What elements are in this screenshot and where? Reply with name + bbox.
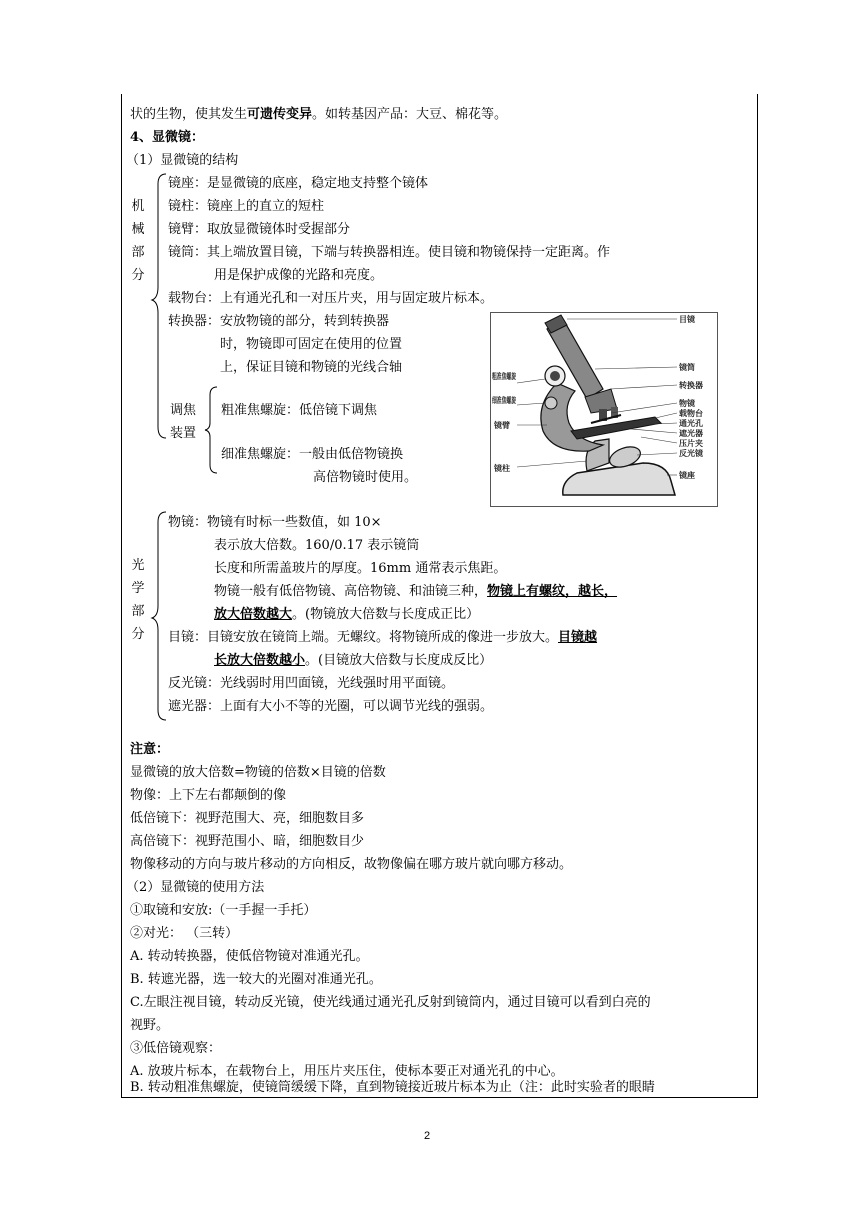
label-tube: 镜筒 <box>679 363 695 372</box>
text-line: B. 转遮光器，选一较大的光圈对准通光孔。 <box>130 972 382 987</box>
text-line: B. 转动粗准焦螺旋，使镜筒缓缓下降，直到物镜接近玻片标本为止（注：此时实验者的眼睛 <box>130 1080 655 1095</box>
label-fine-focus: 细准焦螺旋 <box>492 396 532 405</box>
text-line: 表示放大倍数。160/0.17 表示镜筒 <box>214 538 420 553</box>
text-line: 长放大倍数越小。(目镜放大倍数与长度成反比） <box>214 653 493 668</box>
subsection-heading: （2）显微镜的使用方法 <box>126 880 265 895</box>
text-line: ①取镜和安放:（一手握一手托） <box>130 903 317 918</box>
focus-label: 装置 <box>170 426 197 441</box>
text-line: 目镜：目镜安放在镜筒上端。无螺纹。将物镜所成的像进一步放大。目镜越 <box>168 630 598 645</box>
vertical-label-char: 光 <box>131 558 145 573</box>
text-line: 细准焦螺旋：一般由低倍物镜换 <box>221 447 404 462</box>
text-line: 镜筒：其上端放置目镜，下端与转换器相连。使目镜和物镜保持一定距离。作 <box>168 245 611 260</box>
text-line: ②对光： （三转） <box>130 926 239 941</box>
label-nosepiece: 转换器 <box>679 381 703 390</box>
vertical-label-char: 分 <box>131 268 145 283</box>
text-line: 载物台：上有通光孔和一对压片夹，用与固定玻片标本。 <box>168 291 494 306</box>
label-clip: 压片夹 <box>679 439 703 448</box>
text-line: A. 放玻片标本，在载物台上，用压片夹压住，使标本要正对通光孔的中心。 <box>130 1064 564 1079</box>
vertical-label-char: 分 <box>131 627 145 642</box>
text-line: 镜座：是显微镜的底座，稳定地支持整个镜体 <box>168 176 429 191</box>
label-mirror: 反光镜 <box>679 449 703 458</box>
page-number: 2 <box>424 1130 431 1142</box>
label-aperture: 通光孔 <box>679 419 703 428</box>
microscope-diagram <box>490 312 718 507</box>
text-line: 物镜：物镜有时标一些数值，如 10× <box>168 515 382 530</box>
text-line: A. 转动转换器，使低倍物镜对准通光孔。 <box>130 949 369 964</box>
text-line: 物像移动的方向与玻片移动的方向相反，故物像偏在哪方玻片就向哪方移动。 <box>130 857 573 872</box>
brace-focus <box>203 385 221 475</box>
subsection-heading: （1）显微镜的结构 <box>126 153 239 168</box>
text-line: 放大倍数越大。(物镜放大倍数与长度成正比） <box>214 607 480 622</box>
focus-label: 调焦 <box>170 403 197 418</box>
text-line: 视野。 <box>130 1018 170 1033</box>
text-line: 低倍镜下：视野范围大、亮，细胞数目多 <box>130 811 365 826</box>
text-line: 镜柱：镜座上的直立的短柱 <box>168 199 325 214</box>
text-line: 高倍镜下：视野范围小、暗，细胞数目少 <box>130 834 365 849</box>
label-diaphragm: 遮光器 <box>679 429 703 438</box>
vertical-label-char: 械 <box>131 222 145 237</box>
label-base: 镜座 <box>679 471 695 480</box>
text-line: 上，保证目镜和物镜的光线合轴 <box>220 360 403 375</box>
text-line: ③低倍镜观察： <box>130 1041 222 1056</box>
text-line: 时，物镜即可固定在使用的位置 <box>220 337 403 352</box>
note-heading: 注意： <box>130 742 170 757</box>
text-line: 物像：上下左右都颠倒的像 <box>130 788 287 803</box>
vertical-label-char: 机 <box>131 199 145 214</box>
text-line: 遮光器：上面有大小不等的光圈，可以调节光线的强弱。 <box>168 699 494 714</box>
text-line: 长度和所需盖玻片的厚度。16mm 通常表示焦距。 <box>214 561 507 576</box>
vertical-label-char: 学 <box>131 581 145 596</box>
brace-mechanical <box>150 172 170 442</box>
text-line: 显微镜的放大倍数=物镜的倍数×目镜的倍数 <box>130 765 386 780</box>
text-line: 镜臂：取放显微镜体时受握部分 <box>168 222 351 237</box>
text-line: 粗准焦螺旋：低倍镜下调焦 <box>221 403 378 418</box>
label-pillar: 镜柱 <box>494 464 510 473</box>
label-objective: 物镜 <box>679 399 695 408</box>
label-arm: 镜臂 <box>494 421 510 430</box>
text-line: 高倍物镜时使用。 <box>313 470 418 485</box>
label-stage: 载物台 <box>679 409 703 418</box>
vertical-label-char: 部 <box>131 604 145 619</box>
section-heading: 4、显微镜： <box>130 130 205 145</box>
brace-optical <box>150 510 170 724</box>
text-line: 状的生物，使其发生可遗传变异。如转基因产品：大豆、棉花等。 <box>130 107 508 122</box>
label-coarse-focus: 粗准焦螺旋 <box>492 372 532 381</box>
label-eyepiece: 目镜 <box>679 315 695 324</box>
text-line: 物镜一般有低倍物镜、高倍物镜、和油镜三种，物镜上有螺纹，越长， <box>214 584 618 599</box>
text-line: 用是保护成像的光路和亮度。 <box>214 268 384 283</box>
vertical-label-char: 部 <box>131 245 145 260</box>
text-line: 反光镜：光线弱时用凹面镜，光线强时用平面镜。 <box>168 676 455 691</box>
text-line: C.左眼注视目镜，转动反光镜，使光线通过通光孔反射到镜筒内，通过目镜可以看到白亮的 <box>130 995 651 1010</box>
text-line: 转换器：安放物镜的部分，转到转换器 <box>168 314 390 329</box>
